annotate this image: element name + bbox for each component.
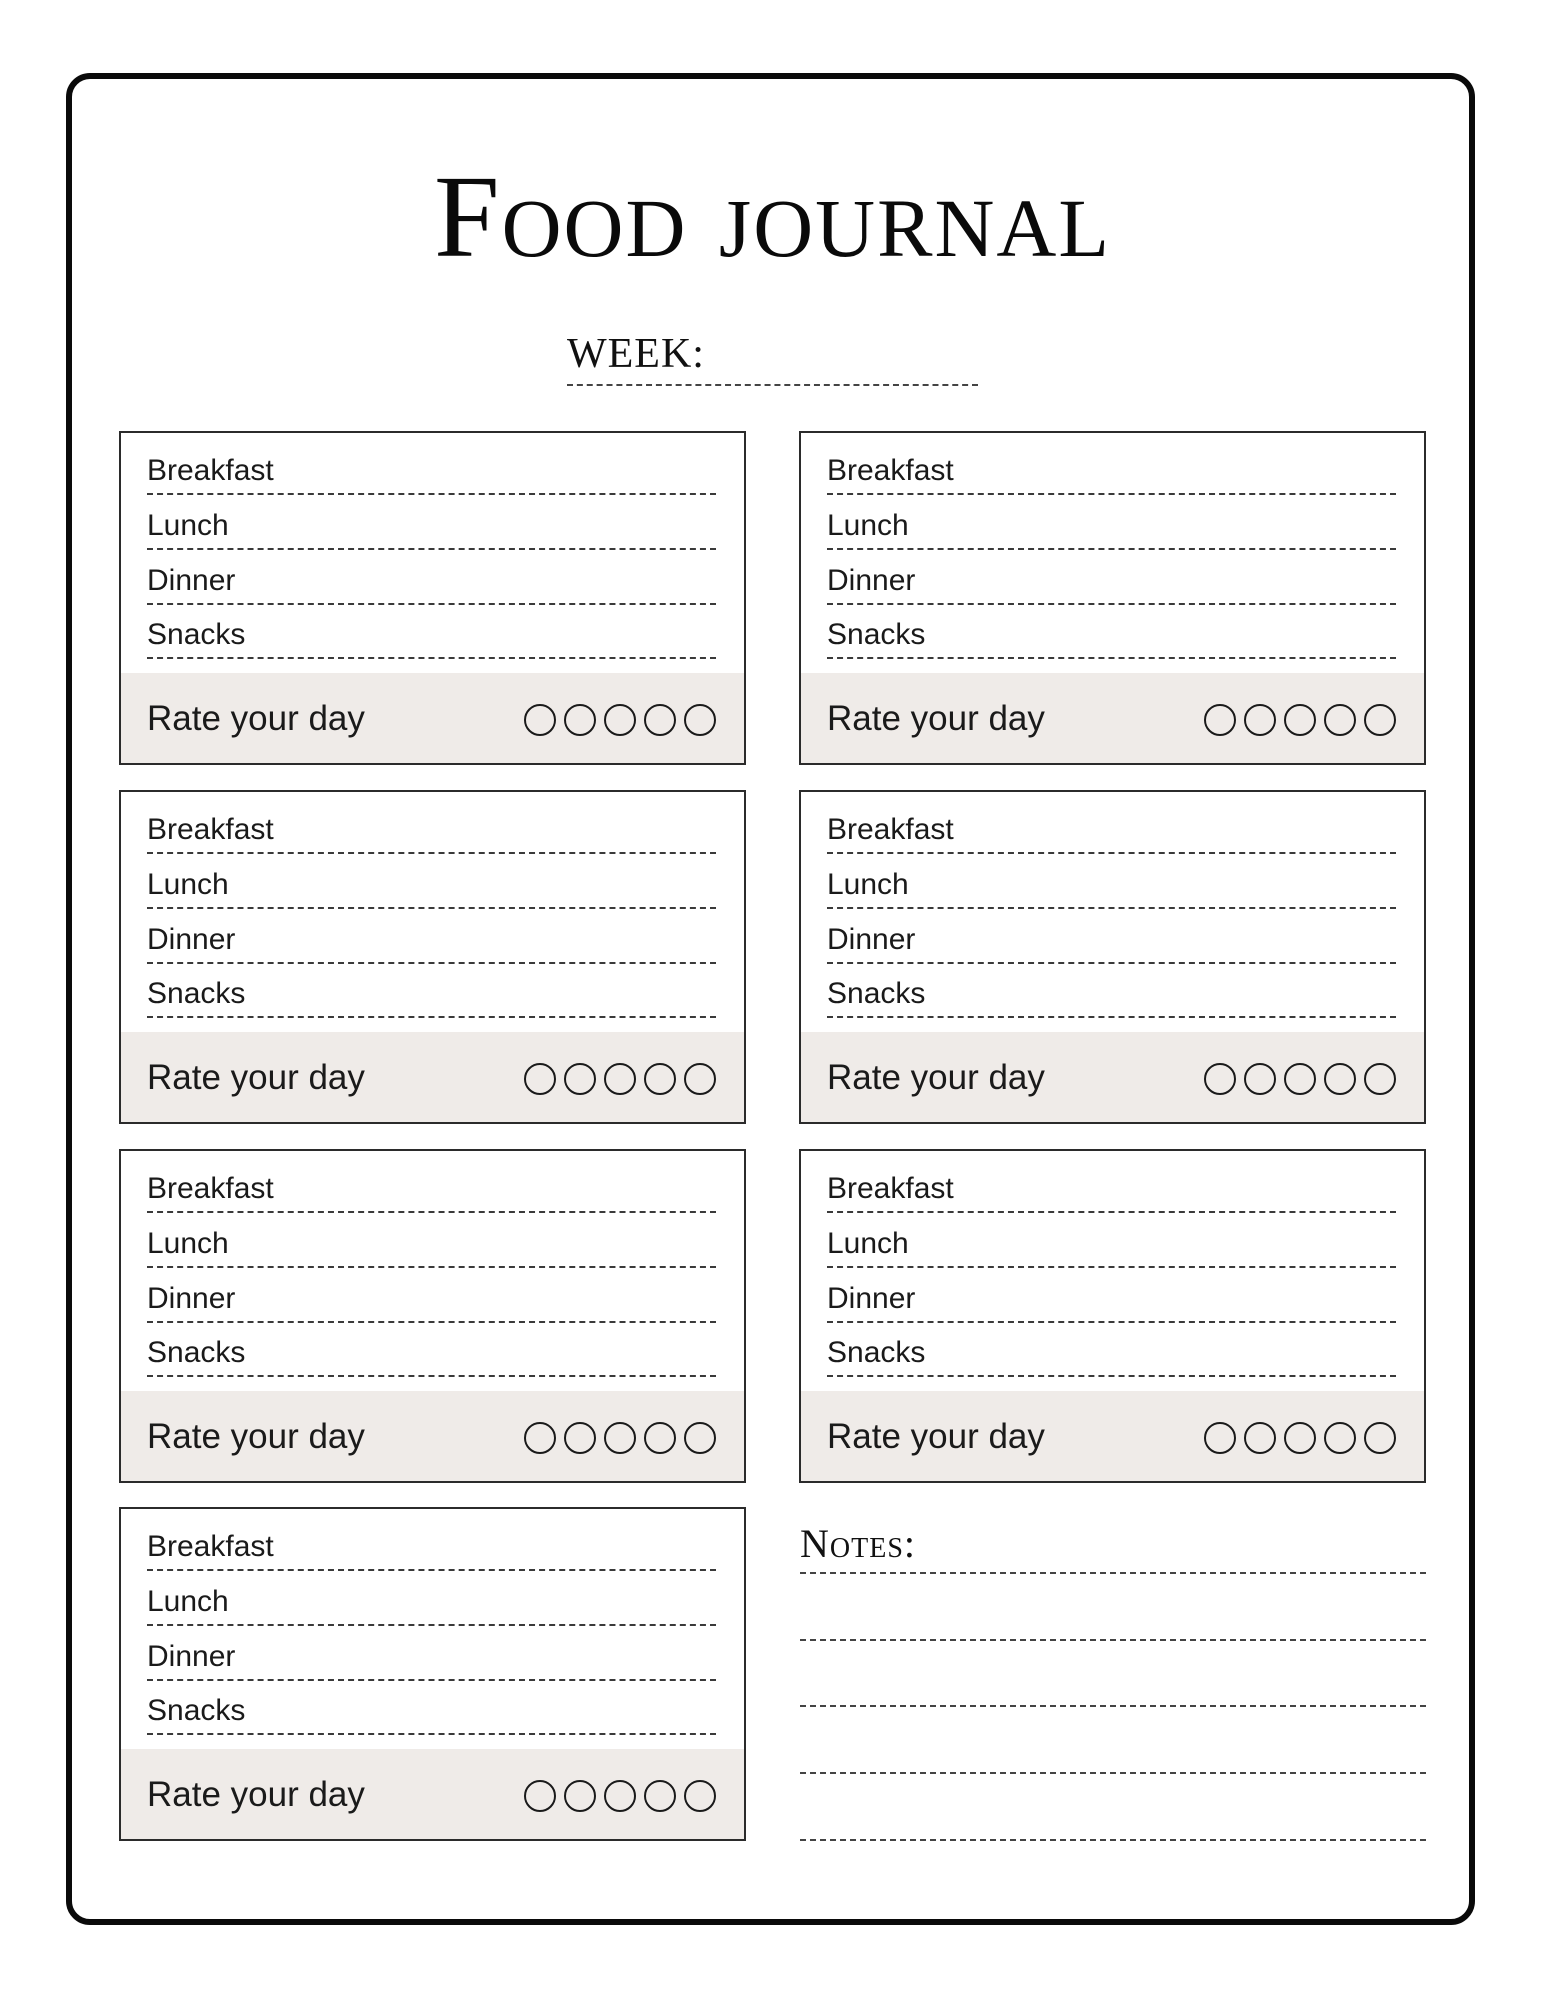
lunch-field[interactable]: Lunch xyxy=(827,867,1396,909)
snacks-field[interactable]: Snacks xyxy=(147,976,716,1018)
rating-circle-5[interactable] xyxy=(1364,1063,1396,1095)
breakfast-field[interactable]: Breakfast xyxy=(147,1171,716,1213)
rating-circle-2[interactable] xyxy=(564,1063,596,1095)
breakfast-field[interactable]: Breakfast xyxy=(147,1529,716,1571)
dinner-field[interactable]: Dinner xyxy=(827,922,1396,964)
lunch-field[interactable]: Lunch xyxy=(827,1226,1396,1268)
rating-circle-2[interactable] xyxy=(1244,1063,1276,1095)
dinner-field[interactable]: Dinner xyxy=(147,922,716,964)
breakfast-field[interactable]: Breakfast xyxy=(827,812,1396,854)
rating-circle-5[interactable] xyxy=(1364,1422,1396,1454)
rating-circle-3[interactable] xyxy=(1284,704,1316,736)
breakfast-field[interactable]: Breakfast xyxy=(147,812,716,854)
lunch-field[interactable]: Lunch xyxy=(147,867,716,909)
snacks-field[interactable]: Snacks xyxy=(827,617,1396,659)
rating-circle-2[interactable] xyxy=(564,704,596,736)
day-card xyxy=(799,431,1426,765)
rate-label: Rate your day xyxy=(147,1417,365,1456)
breakfast-field[interactable]: Breakfast xyxy=(827,1171,1396,1213)
rate-label: Rate your day xyxy=(827,699,1045,738)
rate-bar xyxy=(121,1032,744,1122)
rating-circles xyxy=(524,1422,716,1454)
rate-bar xyxy=(121,1749,744,1839)
rating-circle-5[interactable] xyxy=(684,1422,716,1454)
day-card xyxy=(119,1149,746,1483)
rating-circle-3[interactable] xyxy=(604,1780,636,1812)
rating-circle-3[interactable] xyxy=(604,1422,636,1454)
rating-circle-1[interactable] xyxy=(524,1063,556,1095)
lunch-field[interactable]: Lunch xyxy=(147,508,716,550)
rating-circle-3[interactable] xyxy=(1284,1422,1316,1454)
day-card xyxy=(119,1507,746,1841)
snacks-field[interactable]: Snacks xyxy=(827,976,1396,1018)
day-card xyxy=(119,790,746,1124)
rating-circle-1[interactable] xyxy=(1204,1422,1236,1454)
rating-circles xyxy=(1204,704,1396,736)
rate-label: Rate your day xyxy=(147,1058,365,1097)
rating-circle-5[interactable] xyxy=(684,1063,716,1095)
rating-circle-3[interactable] xyxy=(604,704,636,736)
dinner-field[interactable]: Dinner xyxy=(147,1281,716,1323)
rating-circle-4[interactable] xyxy=(644,1063,676,1095)
rate-bar xyxy=(801,1032,1424,1122)
week-field[interactable] xyxy=(567,326,978,386)
day-card xyxy=(799,1149,1426,1483)
rating-circles xyxy=(1204,1063,1396,1095)
snacks-field[interactable]: Snacks xyxy=(147,617,716,659)
snacks-field[interactable]: Snacks xyxy=(827,1335,1396,1377)
day-card xyxy=(799,790,1426,1124)
rating-circle-5[interactable] xyxy=(1364,704,1396,736)
rating-circle-3[interactable] xyxy=(604,1063,636,1095)
notes-line[interactable] xyxy=(800,1705,1426,1707)
breakfast-field[interactable]: Breakfast xyxy=(147,453,716,495)
rating-circle-4[interactable] xyxy=(644,1422,676,1454)
rating-circles xyxy=(524,1063,716,1095)
notes-line[interactable] xyxy=(800,1772,1426,1774)
rate-label: Rate your day xyxy=(147,1775,365,1814)
rate-bar xyxy=(121,673,744,763)
snacks-field[interactable]: Snacks xyxy=(147,1693,716,1735)
rating-circle-1[interactable] xyxy=(1204,704,1236,736)
rating-circle-3[interactable] xyxy=(1284,1063,1316,1095)
rating-circle-1[interactable] xyxy=(524,1422,556,1454)
rating-circles xyxy=(1204,1422,1396,1454)
rate-bar xyxy=(121,1391,744,1481)
dinner-field[interactable]: Dinner xyxy=(147,563,716,605)
rate-bar xyxy=(801,1391,1424,1481)
rating-circle-1[interactable] xyxy=(1204,1063,1236,1095)
rating-circles xyxy=(524,1780,716,1812)
rating-circle-2[interactable] xyxy=(1244,704,1276,736)
rate-bar xyxy=(801,673,1424,763)
notes-line[interactable] xyxy=(800,1572,1426,1574)
day-card xyxy=(119,431,746,765)
rating-circle-4[interactable] xyxy=(644,704,676,736)
notes-label: Notes: xyxy=(800,1521,916,1566)
dinner-field[interactable]: Dinner xyxy=(147,1639,716,1681)
rating-circle-1[interactable] xyxy=(524,1780,556,1812)
rate-label: Rate your day xyxy=(827,1058,1045,1097)
snacks-field[interactable]: Snacks xyxy=(147,1335,716,1377)
rating-circle-4[interactable] xyxy=(1324,704,1356,736)
rating-circle-5[interactable] xyxy=(684,1780,716,1812)
lunch-field[interactable]: Lunch xyxy=(147,1584,716,1626)
rating-circle-4[interactable] xyxy=(1324,1422,1356,1454)
notes-line[interactable] xyxy=(800,1639,1426,1641)
rating-circle-1[interactable] xyxy=(524,704,556,736)
rate-label: Rate your day xyxy=(147,699,365,738)
rating-circles xyxy=(524,704,716,736)
page-title: Food journal xyxy=(433,151,1112,282)
rate-label: Rate your day xyxy=(827,1417,1045,1456)
rating-circle-4[interactable] xyxy=(644,1780,676,1812)
notes-line[interactable] xyxy=(800,1839,1426,1841)
week-label: WEEK: xyxy=(567,331,705,377)
notes-section xyxy=(800,1522,1426,1566)
dinner-field[interactable]: Dinner xyxy=(827,563,1396,605)
lunch-field[interactable]: Lunch xyxy=(147,1226,716,1268)
dinner-field[interactable]: Dinner xyxy=(827,1281,1396,1323)
rating-circle-5[interactable] xyxy=(684,704,716,736)
rating-circle-4[interactable] xyxy=(1324,1063,1356,1095)
breakfast-field[interactable]: Breakfast xyxy=(827,453,1396,495)
rating-circle-2[interactable] xyxy=(564,1422,596,1454)
lunch-field[interactable]: Lunch xyxy=(827,508,1396,550)
rating-circle-2[interactable] xyxy=(564,1780,596,1812)
rating-circle-2[interactable] xyxy=(1244,1422,1276,1454)
